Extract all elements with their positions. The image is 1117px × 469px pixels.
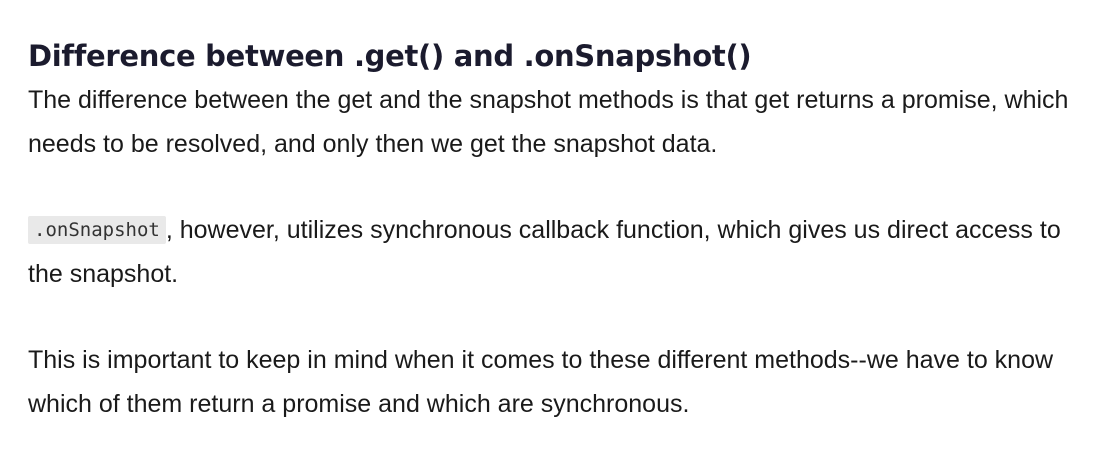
paragraph-onsnapshot-text: , however, utilizes synchronous callback function, which gives us direct access to the snapshot. [28,216,1061,288]
paragraph-important-note: This is important to keep in mind when it comes to these different methods--we have to know which of them return a promise and which are synchronous. [28,346,1054,418]
inline-code-onsnapshot: .onSnapshot [28,216,166,244]
paragraph-onsnapshot [28,208,1098,296]
section-heading: Difference between .get() and .onSnapshot() [28,39,752,73]
paragraph-get-vs-snapshot: The difference between the get and the snapshot methods is that get returns a promise, which needs to be resolved, and only then we get the snapshot data. [28,86,1069,158]
article-section [28,36,1098,426]
